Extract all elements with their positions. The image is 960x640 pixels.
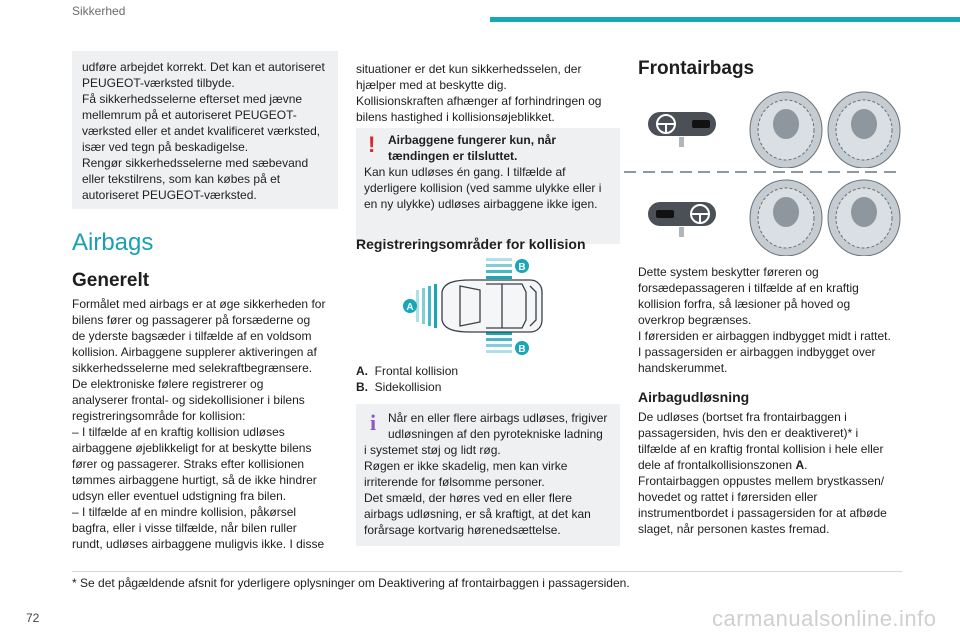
text-line: de yderste bagsæder i tilfælde af en voldsom [72,329,312,343]
deployment-text [638,409,910,537]
collision-force-text [356,61,626,125]
text-line: Formålet med airbags er at øge sikkerheden for [72,297,326,311]
section-title: Airbags [72,229,154,256]
text-line: en ny ulykke) udløses airbaggene ikke igen. [364,197,598,211]
frontairbags-title: Frontairbags [638,58,755,79]
text-line: rundt, udløses airbaggene muligvis ikke. I disse [72,537,325,551]
collision-zones-heading: Registreringsområder for kollision [356,236,586,252]
car-top-view [442,280,542,332]
legend-item: B. Sidekollision [356,380,442,394]
text-line: Rengør sikkerhedsselerne med sæbevand [82,156,309,170]
seat-airbag-left [750,180,822,256]
text-line: Frontairbaggen oppustes mellem brystkassen/ [638,474,885,488]
text-line: i systemet støj og lidt røg. [364,443,501,457]
text-line: De udløses (bortset fra frontairbaggen i [638,410,847,424]
zone-a-label: A [406,302,414,313]
text-line: De elektroniske følere registrerer og [72,377,264,391]
text-line: kollision. Airbaggene supplerer aktiveringen af [72,345,317,359]
side-impact-arrows-bottom [486,332,512,353]
seatbelt-info-text [82,59,334,203]
text-line: PEUGEOT-værksted tilbyde. [82,76,235,90]
text-line: udsyn eller eventuel udstigning fra bilen. [72,489,287,503]
text-line: fører og passagerer. Straks efter kollisionen [72,457,305,471]
text-line: eller tekstilrens, som kan købes på et [82,172,281,186]
text-line: instrumentbordet i passagersiden for at afbøde [638,506,887,520]
text-line: bilens hastighed i kollisionsøjeblikket. [356,110,555,124]
text-line: I førersiden er airbaggen indbygget midt i rattet. [638,329,891,343]
figure-legend [356,363,458,395]
info-icon: i [370,410,377,435]
header-section: Sikkerhed [72,4,126,18]
text-line: Røgen er ikke skadelig, men kan virke [364,459,568,473]
front-impact-arrows [416,284,437,328]
text-line: forårsage kortvarig hørenedsættelse. [364,523,561,537]
text-line: airbags udløsning, er så kraftigt, at det kan [364,507,591,521]
header-accent-bar [490,17,960,22]
text-line: Få sikkerhedsselerne efterset med jævne [82,92,303,106]
lhd-airbag-figure [646,90,902,168]
dashboard-rhd [648,202,716,237]
side-impact-arrows-top [486,258,512,279]
text-line: især ved tegn på beskadigelse. [82,140,249,154]
figure-divider [624,171,896,174]
text-line: Kollisionskraften afhænger af forhindringen og [356,94,602,108]
deployment-heading: Airbagudløsning [638,389,750,405]
text-line: autoriseret PEUGEOT-værksted. [82,188,257,202]
text-line: Kan kun udløses én gang. I tilfælde af [364,165,566,179]
general-body [72,296,342,552]
text-line: værksted eller et andet kvalificeret værksted, [82,124,321,138]
warning-text [364,164,618,212]
collision-zones-figure [398,252,546,360]
text-line: sikkerhedsselerne med selekraftbegrænsere. [72,361,313,375]
text-line: Dette system beskytter føreren og [638,265,819,279]
dashboard-lhd [648,112,716,147]
text-line: slaget, når personen kastes fremad. [638,522,830,536]
text-line: overkrop begrænses. [638,313,752,327]
text-line: registreringsområde for kollision: [72,409,246,423]
warning-icon: ! [368,132,376,157]
text-line: irriterende for følsomme personer. [364,475,545,489]
footnote-divider [72,571,902,572]
warning-bold-text [388,132,556,164]
legend-item: A. Frontal kollision [356,364,459,378]
seat-airbag-right [828,180,900,256]
text-line: hovedet og rattet i førersiden eller [638,490,818,504]
info-indent-text [388,410,607,442]
text-line: Det smæld, der høres ved en eller flere [364,491,573,505]
text-line: udføre arbejdet korrekt. Det kan et autoriseret [82,60,325,74]
text-line: forsædepassageren i tilfælde af en kraftig [638,281,859,295]
text-line: bagfra, eller i visse tilfælde, når bilen ruller [72,521,297,535]
text-line: Airbaggene fungerer kun, når [388,133,557,147]
text-line: tændingen er tilsluttet. [388,149,518,163]
text-line: kollision forfra, så læsioner på hoved og [638,297,851,311]
text-line: Når en eller flere airbags udløses, frigiver [388,411,608,425]
text-line: tømmes airbaggene hurtigt, så de ikke hindrer [72,473,317,487]
seat-airbag-passenger [828,92,900,168]
text-line: – I tilfælde af en mindre kollision, påkørsel [72,505,297,519]
subsection-title: Generelt [72,270,150,291]
text-line: situationer er det kun sikkerhedsselen, der [356,62,582,76]
frontairbags-intro [638,264,908,376]
zone-b-bottom-label: B [518,344,526,355]
text-line: hjælper med at beskytte dig. [356,78,507,92]
text-line: I passagersiden er airbaggen indbygget over [638,345,876,359]
text-line: airbaggene øjeblikkeligt for at beskytte bilens [72,441,312,455]
zone-b-top-label: B [518,262,526,273]
rhd-airbag-figure [646,178,902,256]
text-line: mellemrum på et autoriseret PEUGEOT- [82,108,297,122]
watermark: carmanualsonline.info [712,606,937,631]
text-line: yderligere kollision (ved samme ulykke eller i [364,181,602,195]
text-line: handskerummet. [638,361,728,375]
text-line: tilfælde af en kraftig frontal kollision i hele eller [638,442,884,456]
seat-airbag-driver [750,92,822,168]
footnote: * Se det pågældende afsnit for yderligere oplysninger om Deaktivering af frontairbaggen i passagersiden. [72,576,630,590]
page-number: 72 [26,611,40,625]
text-line: dele af frontalkollisionszonen A. [638,458,808,472]
text-line: – I tilfælde af en kraftig kollision udløses [72,425,285,439]
text-line: bilens fører og passagerer på forsæderne og [72,313,311,327]
text-line: analyserer frontal- og sidekollisioner i bilens [72,393,305,407]
info-text [364,442,618,538]
text-line: passagersiden, hvis den er deaktiveret)* i [638,426,859,440]
text-line: udløsningen af den pyrotekniske ladning [388,427,603,441]
